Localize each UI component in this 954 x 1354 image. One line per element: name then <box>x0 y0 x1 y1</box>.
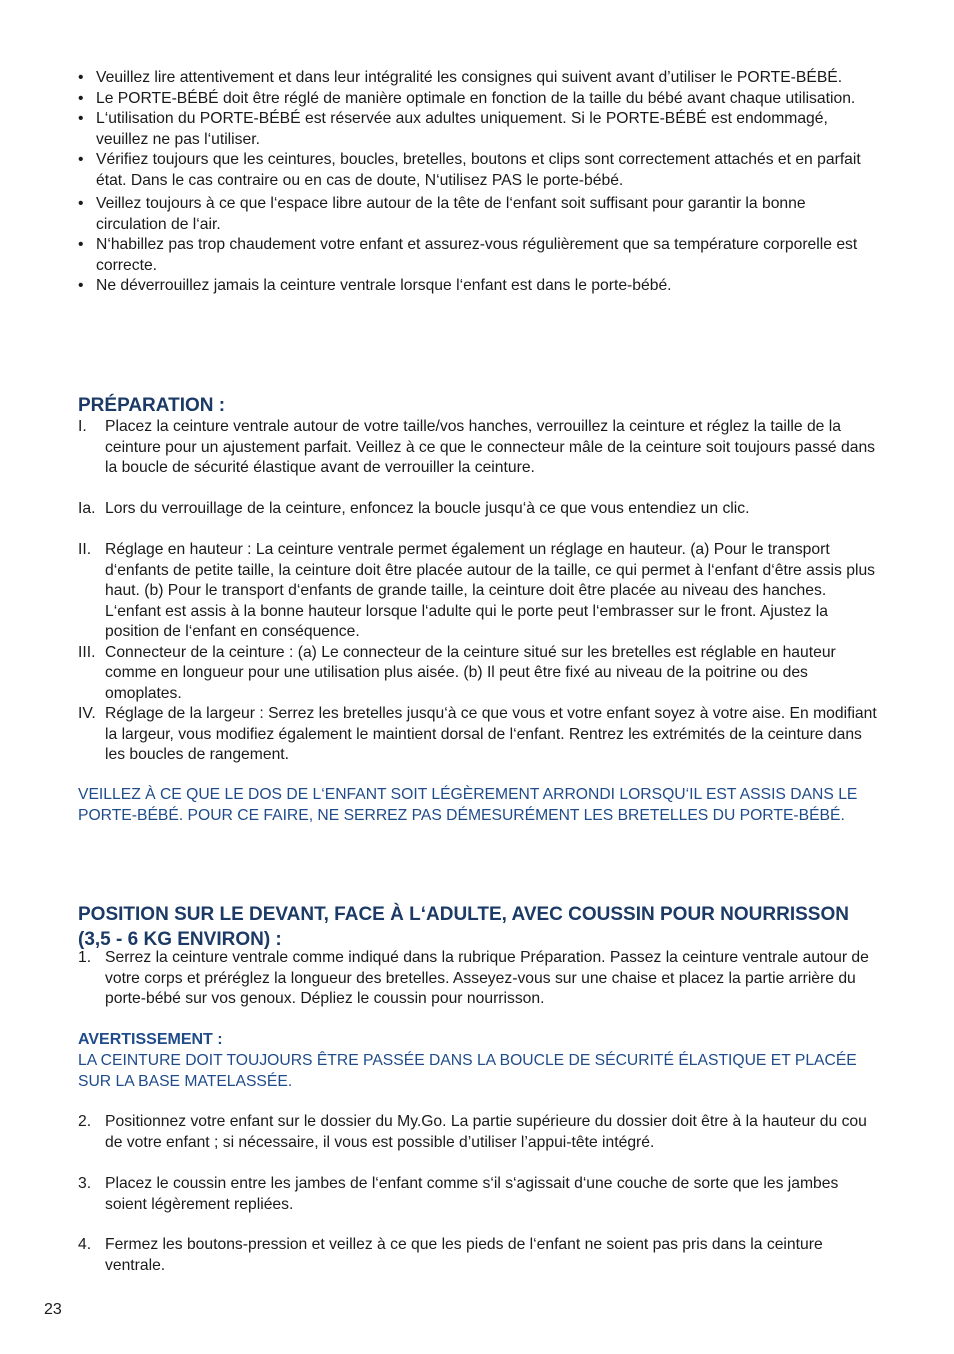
front-position-heading: POSITION SUR LE DEVANT, FACE À L‘ADULTE, AVEC COUSSIN POUR NOURRISSON (3,5 - 6 KG ENVIRON) : <box>78 904 849 950</box>
step-text: Placez la ceinture ventrale autour de votre taille/vos hanches, verrouillez la ceinture et réglez la taille de la ceinture pour un ajustement parfait. Veillez à ce que le connecteur mâle de la ceinture soit toujours passé dans la boucle de sécurité élastique avant de verrouiller la ceinture. <box>105 418 876 476</box>
page-number: 23 <box>44 1301 62 1318</box>
bullet-marker: • <box>78 277 84 294</box>
front-position-step <box>78 1112 880 1153</box>
warning-text: LA CEINTURE DOIT TOUJOURS ÊTRE PASSÉE DANS LA BOUCLE DE SÉCURITÉ ÉLASTIQUE ET PLACÉE SUR LA BASE MATELASSÉE. <box>78 1052 857 1090</box>
step-marker: 3. <box>78 1175 92 1192</box>
front-position-step <box>78 948 880 1010</box>
front-position-step <box>78 1235 880 1276</box>
front-position-step <box>78 1174 880 1215</box>
step-text: Placez le coussin entre les jambes de l‘enfant comme s‘il s‘agissait d‘une couche de sorte que les jambes soient légèrement repliées. <box>105 1175 839 1213</box>
bullet-text: Le PORTE-BÉBÉ doit être réglé de manière optimale en fonction de la taille du bébé avant chaque utilisation. <box>96 89 856 107</box>
front-position-step-3 <box>78 1174 880 1215</box>
step-marker: IV. <box>78 705 96 722</box>
bullet-text: L‘utilisation du PORTE-BÉBÉ est réservée aux adultes uniquement. Si le PORTE-BÉBÉ est endommagé, veuillez ne pas l‘utiliser. <box>96 110 828 148</box>
preparation-step <box>78 499 880 520</box>
bullet-marker: • <box>78 236 84 253</box>
bullet-marker: • <box>78 195 84 212</box>
front-position-step-2 <box>78 1112 880 1153</box>
step-text: Serrez la ceinture ventrale comme indiqué dans la rubrique Préparation. Passez la ceinture ventrale autour de votre corps et préréglez la longueur des bretelles. Asseyez-vous sur une chaise et placez la partie arrière du porte-bébé sur vos genoux. Dépliez le coussin pour nourrisson. <box>105 949 869 1007</box>
preparation-notice: VEILLEZ À CE QUE LE DOS DE L‘ENFANT SOIT LÉGÈREMENT ARRONDI LORSQU‘IL EST ASSIS DANS LE PORTE-BÉBÉ. POUR CE FAIRE, NE SERREZ PAS DÉMESURÉMENT LES BRETELLES DU PORTE-BÉBÉ. <box>78 786 858 824</box>
step-marker: II. <box>78 541 92 558</box>
bullet-item <box>78 150 880 191</box>
front-position-step-4 <box>78 1235 880 1276</box>
step-marker: 1. <box>78 949 92 966</box>
step-text: Connecteur de la ceinture : (a) Le connecteur de la ceinture situé sur les bretelles est réglable en hauteur comme en longueur pour une utilisation plus aisée. (b) Il peut être fixé au niveau de la poitrine ou des omoplates. <box>105 643 836 702</box>
safety-bullet-list <box>78 68 880 297</box>
front-position-step-1 <box>78 948 880 1010</box>
step-text: Réglage en hauteur : La ceinture ventrale permet également un réglage en hauteur. (a) Pour le transport d‘enfants de petite taille, la ceinture doit être placée autour de la taille, ce qui permet à l‘enfant d‘être assis plus haut. (b) Pour le transport d‘enfants de grande taille, la ceinture doit être placée au niveau des hanches. L‘enfant est assis à la bonne hauteur lorsque l‘adulte qui le porte peut l‘embrasser sur le front. Ajustez la position de l‘enfant en conséquence. <box>105 541 876 640</box>
bullet-item <box>78 89 880 110</box>
preparation-step <box>78 540 880 643</box>
step-marker: I. <box>78 418 87 435</box>
bullet-marker: • <box>78 151 84 168</box>
bullet-text: Vérifiez toujours que les ceintures, boucles, bretelles, boutons et clips sont correctement attachés et en parfait état. Dans le cas contraire ou en cas de doute, N‘utilisez PAS le porte-bébé. <box>96 151 861 189</box>
bullet-marker: • <box>78 110 84 127</box>
bullet-item <box>78 235 880 276</box>
preparation-step <box>78 417 880 479</box>
preparation-step <box>78 704 880 766</box>
step-text: Fermez les boutons-pression et veillez à ce que les pieds de l‘enfant ne soient pas pris dans la ceinture ventrale. <box>105 1236 823 1274</box>
bullet-item <box>78 68 880 89</box>
bullet-item <box>78 194 880 235</box>
warning-label: AVERTISSEMENT : <box>78 1031 223 1048</box>
step-marker: 4. <box>78 1236 92 1253</box>
bullet-marker: • <box>78 69 84 86</box>
bullet-text: N‘habillez pas trop chaudement votre enfant et assurez-vous régulièrement que sa température corporelle est correcte. <box>96 236 858 274</box>
bullet-text: Veillez toujours à ce que l‘espace libre autour de la tête de l‘enfant soit suffisant pour garantir la bonne circulation de l‘air. <box>96 195 806 233</box>
bullet-text: Ne déverrouillez jamais la ceinture ventrale lorsque l‘enfant est dans le porte-bébé. <box>96 277 672 294</box>
step-text: Positionnez votre enfant sur le dossier du My.Go. La partie supérieure du dossier doit être à la hauteur du cou de votre enfant ; si nécessaire, il vous est possible d’utiliser l’appui-tête intégré. <box>105 1113 867 1151</box>
bullet-text: Veuillez lire attentivement et dans leur intégralité les consignes qui suivent avant d’utiliser le PORTE-BÉBÉ. <box>96 69 843 86</box>
step-text: Lors du verrouillage de la ceinture, enfoncez la boucle jusqu‘à ce que vous entendiez un clic. <box>105 500 750 517</box>
step-text: Réglage de la largeur : Serrez les bretelles jusqu‘à ce que vous et votre enfant soyez à votre aise. En modifiant la largeur, vous modifiez également le maintient dorsal de l‘enfant. Rentrez les extrémités de la ceinture dans les boucles de rangement. <box>105 705 877 763</box>
step-marker: III. <box>78 643 96 661</box>
bullet-marker: • <box>78 89 84 107</box>
preparation-step <box>78 643 880 705</box>
step-marker: Ia. <box>78 500 96 517</box>
preparation-steps <box>78 417 880 766</box>
bullet-item <box>78 276 880 297</box>
preparation-heading: PRÉPARATION : <box>78 395 226 416</box>
step-marker: 2. <box>78 1113 92 1130</box>
bullet-item <box>78 109 880 150</box>
